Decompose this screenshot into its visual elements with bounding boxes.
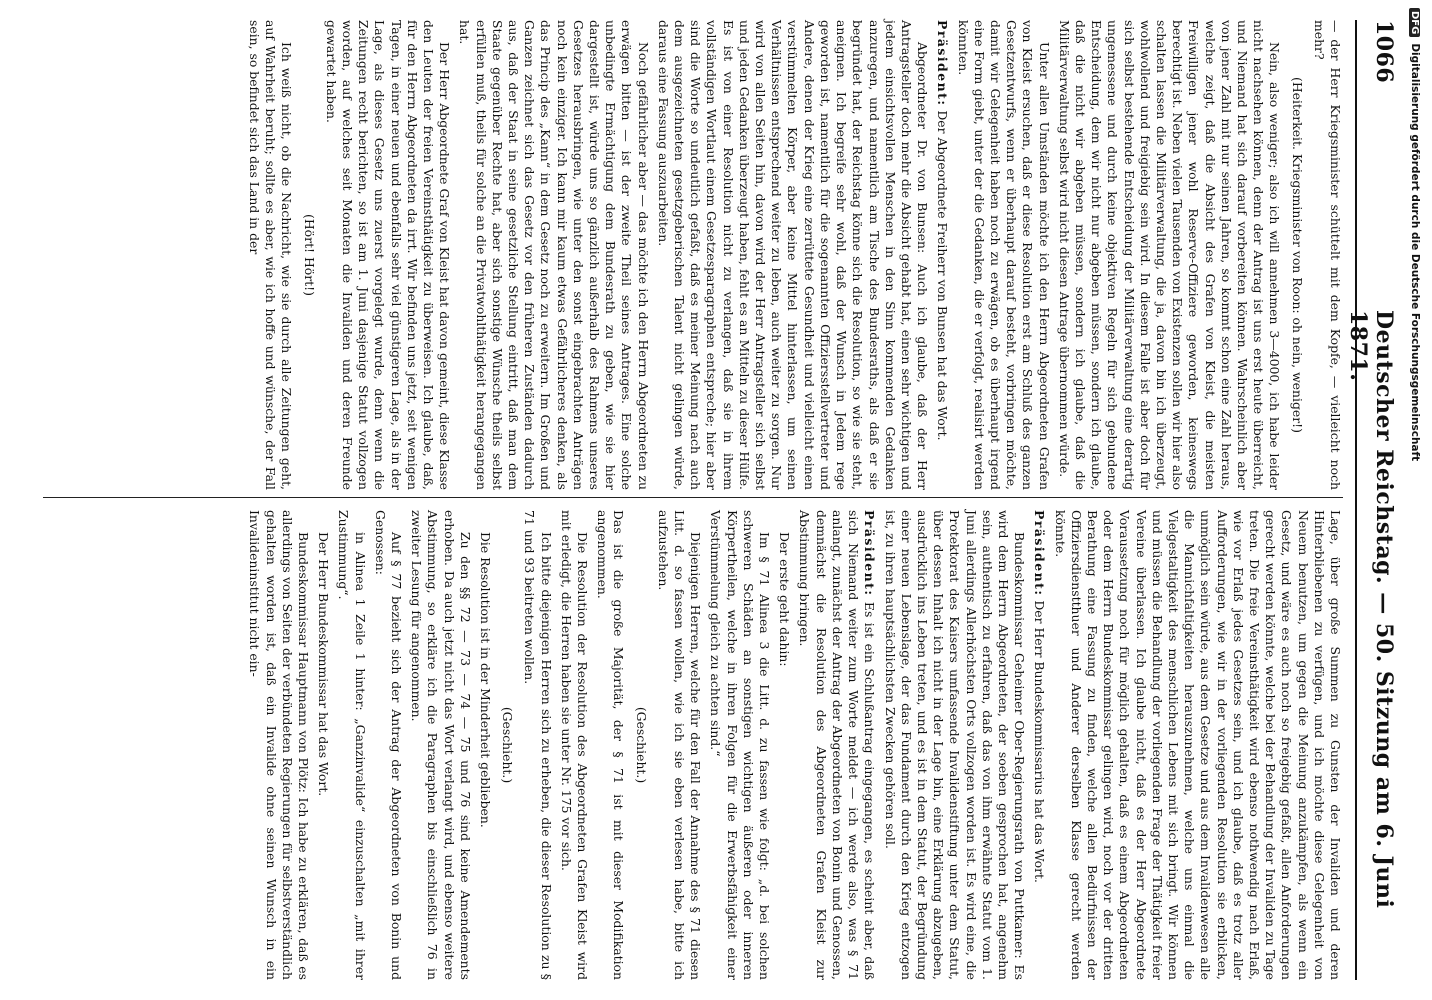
paragraph-text: — der Herr Kriegsminister schüttelt mit dem Kopfe, — vielleicht noch mehr? xyxy=(1311,20,1343,490)
paragraph xyxy=(1051,510,1343,980)
speaker-label: Präsident: xyxy=(935,20,951,107)
paragraph-text: in Alinea 1 Zeile 1 hinter: „Ganzinvalide“ einzuschalten „mit ihrer Zustimmung“. xyxy=(336,510,368,980)
paragraph-text: Der erste geht dahin: xyxy=(777,532,793,667)
paragraph-text: Noch gefährlicher aber — das möchte ich den Herrn Abgeordneten zu erwägen bitten — ist der zweite Theil seines Antrages. Eine solche unbedingte Ermächtigung dem Bundesrath zu geben, wie sie hier dargestellt ist, würde uns so gänzlich außerhalb des Rahmens unseres Gesetzes herausbringen, wie unter den sonst eingebrachten Anträgen noch kein einziger. Ich kann mir kaum etwas Gefährlicheres denken, als das Princip des „Kann“ in dem Gesetz noch zu erweitern. Im Großen und Ganzen zeichnet sich das Gesetz vor den früheren Zuständen dadurch aus, daß der Staat in seine gesetzliche Stellung eintritt, daß man dem Staate gegenüber Rechte hat, aber sich sonstige Wünsche theils selbst erfüllen muß, theils für solche an die Privatwohlthätigkeit herangegangen hat. xyxy=(457,20,651,490)
page-header xyxy=(1345,20,1401,980)
dfg-notice xyxy=(1409,8,1421,461)
paragraph-text: Diejenigen Herren, welche für den Fall der Annahme des § 71 diesen Litt. d. so fassen wollen, wie ich sie eben verlesen habe, bitte ich aufzustehen. xyxy=(655,510,704,980)
paragraph-text: Zu den §§ 72 — 73 — 74 — 75 und 76 sind keine Amendements erhoben. Da auch jetzt nicht das Wort verlangt wird, und ebenso weitere Abstimmung, so erkläre ich die Paragraphen bis einschließlich 76 in zweiter Lesung für angenommen. xyxy=(409,510,473,980)
paragraph xyxy=(1311,20,1343,490)
paragraph xyxy=(776,510,792,980)
stage-direction xyxy=(499,510,515,980)
paragraph-text: Auf § 77 bezieht sich der Antrag der Abgeordneten von Bonin und Genossen: xyxy=(372,510,405,980)
paragraph-text: Die Resolution der Resolution des Abgeordneten Grafen Kleist wird mit erledigt, die Herren haben sie unter Nr. 175 vor sich. xyxy=(558,510,591,980)
paragraph-text: (Heiterkeit. Kriegsminister von Roon: oh nein, weniger!) xyxy=(1289,77,1305,433)
paragraph-text: Abgeordneter Dr. von Bunsen: Auch ich glaube, daß der Herr Antragsteller doch mehr die Absicht gehabt hat, einen sehr wichtigen und jedem einsichtsvollen Menschen in den Sinn kommenden Gedanken anzuregen, und namentlich am Tische des Bundesraths, als daß er sie begründet hat, der Reichstag könne sich die Resolution, so wie sie steht, aneignen. Ich begreife sehr wohl, daß der Wunsch in Jedem rege geworden ist, namentlich für die sogenannten Offiziersstellvertreter und Andere, denen der Krieg eine zerrüttete Gesundheit und vielleicht einen verstümmelten Körper, aber keine Mittel hinterlassen, um seinen Verhältnissen entsprechend weiter zu leben, auch weiter zu sorgen. Nur wird von allen Seiten hin, davon wird der Herr Antragsteller sich selbst und jeden Gedanken überzeugt haben, fehlt es an Mitteln zu dieser Hülfe. Es ist von einer Resolution nicht zu verlangen, daß sie in ihrem vollständigen Wortlaut einem Gesetzesparagraphen entspreche; hier aber sind die Worte so undeutlich gefaßt, daß es meiner Meinung nach auch dem ausgezeichneten gesetzgeberischen Talent nicht gelingen würde, daraus eine Fassung auszuarbeiten. xyxy=(655,20,931,490)
paragraph-text: Der Herr Abgeordnete Graf von Kleist hat davon gemeint, diese Klasse den Leuten der freien Vereinsthätigkeit zu überweisen. Ich glaube, daß, für den Herrn Abgeordneten da irrt. Wir befinden uns jetzt, seit wenigen Tagen, in einer neuen und ebenfalls sehr viel günstigeren Lage, als in der Lage, als dieses Gesetz uns zuerst vorgelegt wurde, denn wenn die Zeitungen recht berichten, so ist am 1. Juni dasjenige Statut vollzogen worden, auf welches seit Monaten die Invaliden und deren Freunde gewartet haben. xyxy=(323,20,453,490)
page-number: 1066 xyxy=(1371,20,1397,84)
paragraph xyxy=(323,20,453,490)
paragraph xyxy=(707,510,772,980)
paragraph xyxy=(796,510,877,980)
column-divider xyxy=(43,497,1343,498)
paragraph-text: Der Herr Bundeskommissarius hat das Wort. xyxy=(1032,600,1048,883)
paragraph-text: Bundeskommissar Geheimer Ober-Regierungsrath von Puttkamer: Es wird dem Herrn Abgeordneten, der soeben gesprochen hat, angenehm sein, authentisch zu erfahren, daß das von ihm erwähnte Statut vom 1. Juni allerdings Allerhöchsten Orts vollzogen worden ist. Es wird eine, die Protektorat des Kaisers umfassende Invalidenstiftung unter dem Statut, über dessen Inhalt ich nicht in der Lage bin, eine Erklärung abzugeben, ausdrücklich ins Leben treten, und es ist in dem Statut, der Begründung einer neuen Lebenslage, der das Fundament durch den Krieg entzogen ist, zu ihren hauptsächlichsten Zwecken gehören soll. xyxy=(882,510,1028,980)
paragraph-text: (Geschieht.) xyxy=(500,706,516,784)
paragraph-text: Der Abgeordnete Freiherr von Bunsen hat das Wort. xyxy=(935,110,951,441)
paragraph xyxy=(558,510,590,980)
paragraph xyxy=(1031,510,1047,980)
right-column xyxy=(242,510,1343,980)
paragraph xyxy=(881,510,1027,980)
rotated-sheet xyxy=(15,0,1415,1000)
paragraph xyxy=(655,20,930,490)
speaker-label: Präsident: xyxy=(862,510,878,597)
stage-direction xyxy=(1288,20,1304,490)
running-title: Deutscher Reichstag. — 50. Sitzung am 6. Juni 1871. xyxy=(1345,310,1397,909)
paragraph xyxy=(655,510,704,980)
dfg-notice-text: Digitalisierung gefördert durch die Deutsche Forschungsgemeinschaft xyxy=(1409,43,1421,462)
paragraph-text: Der Herr Bundeskommissar hat das Wort. xyxy=(316,532,332,797)
paragraph-text: Lage, über große Summen zu Gunsten der Invaliden und deren Hinterbliebenen zu verfügen, und ich möchte diese Gelegenheit von Neuem benutzen, um gegen die Meinung anzukämpfen, als wenn ein Gesetz, und wäre es auch noch so freigebig gefaßt, allen Anforderungen gerecht werden könnte, welche bei der Behandlung der Invaliden zu Tage treten. Die freie Vereinsthätigkeit wird ebenso nothwendig nach Erlaß, wie vor Erlaß jedes Gesetzes sein, und ich glaube, daß es trotz aller Aufforderungen, wie wir in der vorliegenden Resolution sie erblicken, unmöglich sein würde, aus dem Gesetze und aus dem Invalidenwesen alle die Mannichfaltigkeiten herauszunehmen, welche uns einmal die Vielgestaltigkeit des menschlichen Lebens mit sich bringt. Wir können und müssen die Behandlung der vorliegenden Frage der Thätigkeit freier Vereine überlassen. Ich glaube nicht, daß es der Herr Abgeordnete Voraussetzung noch für möglich gehalten, daß es einem Abgeordneten oder dem Herrn Bundeskommissar gelingen wird, noch vor der dritten Berathung eine Fassung zu finden, welche allen Bedürfnissen der Offiziersdienstthuer und Anderer derselben Klasse gerecht werden könnte. xyxy=(1052,510,1343,980)
paragraph-text: Ich weiß nicht, ob die Nachricht, wie sie durch alle Zeitungen geht, auf Wahrheit beruht; sollte es aber, wie ich hoffe und wünsche, der Fall sein, so befindet sich das Land in der xyxy=(247,20,295,490)
paragraph xyxy=(477,510,493,980)
paragraph-text: Das ist die große Majorität, der § 71 ist mit dieser Modifikation angenommen. xyxy=(595,510,627,980)
paragraph xyxy=(335,510,367,980)
paragraph xyxy=(954,20,1051,490)
paragraph xyxy=(246,510,311,980)
paragraph xyxy=(594,510,626,980)
paragraph xyxy=(934,20,950,490)
paragraph xyxy=(246,20,295,490)
paragraph xyxy=(521,510,553,980)
paragraph xyxy=(408,510,473,980)
paragraph-text: Ich bitte diejenigen Herren sich zu erheben, die dieser Resolution zu § 71 und 93 beitreten wollen. xyxy=(522,510,554,980)
paragraph xyxy=(372,510,404,980)
paragraph xyxy=(315,510,331,980)
dfg-logo: DFG xyxy=(1409,8,1420,37)
paragraph-text: Es ist ein Schlußantrag eingegangen, es scheint aber, daß sich Niemand weiter zum Worte meldet — ich werde also, was § 71 anlangt, zunächst der Antrag der Abgeordneten von Bonin und Genossen, demnächst die Resolution des Abgeordneten Grafen Kleist zur Abstimmung bringen. xyxy=(797,510,878,980)
paragraph-text: Die Resolution ist in der Minderheit geblieben. xyxy=(478,532,494,828)
left-column xyxy=(242,20,1343,490)
stage-direction xyxy=(632,510,648,980)
paragraph-text: Nein, also weniger; also ich will annehmen 3—4000, ich habe leider nicht nachsehen können, denn der Antrag ist uns erst heute überreicht, und Niemand hat sich darauf vorbereiten können. Wahrscheinlich aber von jener Zahl mit nur seinen Jahren, so kommt schon eine Zahl heraus, welche zeigt, daß die Absicht des Grafen von Kleist, die meisten Freiwilligen jener wohl Reserve-Offiziere geworden, keineswegs berechtigt ist. Neben vielen Tausenden von Existenzen sollen wir hier also schalten lassen die Militärverwaltung, die ja, davon bin ich überzeugt, wohlwollend und freigiebig sein wird. In diesem Falle ist aber doch für sich selbst bestehende Entscheidung der Militärverwaltung eine derartig ungemessene und durch keine objektiven Regeln für sich gebundene Entscheidung, dem wir nicht nur abgeben müssen, sondern ich glaube, daß die nicht wir abgeben müssen, sondern ich glaube, daß die Militärverwaltung selbst wird nicht diesen Antrage übernommen würde. xyxy=(1056,20,1283,490)
speaker-label: Präsident: xyxy=(1032,510,1048,597)
paragraph xyxy=(1056,20,1283,490)
paragraph-text: Bundeskommissar Hauptmann von Plötz: Ich habe zu erklären, daß es allerdings von Seiten der verbündeten Regierungen für selbstverständlich gehalten worden ist, daß ein Invalide ohne seinen Wunsch in ein Invalideninstitut nicht ein- xyxy=(247,510,312,980)
stage-direction xyxy=(300,20,316,490)
paragraph xyxy=(456,20,650,490)
paragraph-text: (Hört! Hört!) xyxy=(301,214,317,296)
paragraph-text: (Geschieht.) xyxy=(633,706,649,784)
paragraph-text: Im § 71 Alinea 3 die Litt. d. zu fassen wie folgt: „d. bei solchen schweren Schäden an sonstigen wichtigen äußeren oder inneren Körpertheilen, welche in ihren Folgen für die Erwerbsfähigkeit einer Verstümmelung gleich zu achten sind.“ xyxy=(708,510,773,980)
paragraph-text: Unter allen Umständen möchte ich den Herrn Abgeordneten Grafen von Kleist ersuchen, daß er diese Resolution erst am Schluß des ganzen Gesetzentwurfs, wenn er überhaupt darauf besteht, vorbringen möchte, damit wir Gelegenheit haben noch zu erwägen, ob es überhaupt irgend eine Form giebt, unter der die Gedanken, die er verfolgt, realisirt werden könnten. xyxy=(955,20,1052,490)
